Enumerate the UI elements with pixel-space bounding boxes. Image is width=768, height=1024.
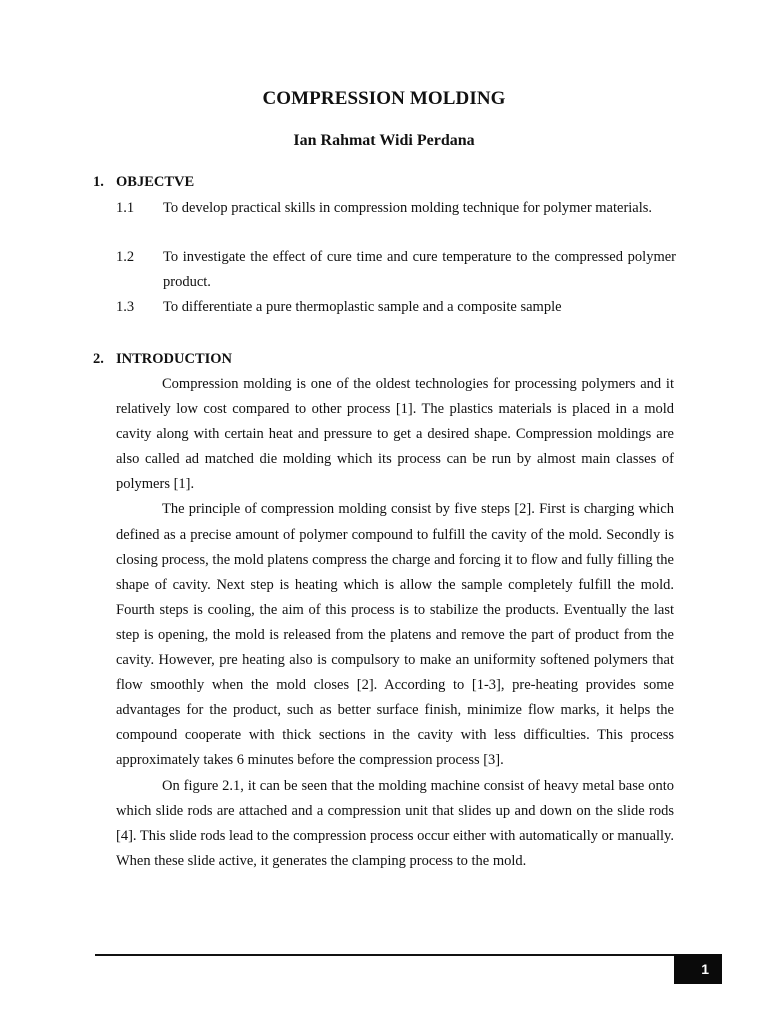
- section-title: INTRODUCTION: [116, 351, 233, 367]
- objective-item: [116, 245, 676, 295]
- body-paragraph: Compression molding is one of the oldest technologies for processing polymers and it relatively low cost compared to other process [1]. The plastics materials is placed in a mold cavity along with certain heat and pressure to get a desired shape. Compression moldings are also called ad matched die molding which its process can be run by almost main classes of polymers [1].: [116, 376, 674, 493]
- objective-item: [116, 295, 676, 320]
- page-number: 1: [701, 961, 709, 977]
- body-paragraph: On figure 2.1, it can be seen that the molding machine consist of heavy metal base onto which slide rods are attached and a compression unit that slides up and down on the slide rods [4]. This slide rods lead to the compression process occur either with automatically or manually. When these slide active, it generates the clamping process to the mold.: [116, 777, 674, 869]
- body-paragraph: The principle of compression molding consist by five steps [2]. First is charging which defined as a precise amount of polymer compound to fulfill the cavity of the mold. Secondly is closing process, the mold platens compress the charge and forcing it to flow and fully filling the shape of cavity. Next step is heating which is allow the sample completely fulfill the mold. Fourth steps is cooling, the aim of this process is to stabilize the products. Eventually the last step is opening, the mold is released from the platens and remove the part of product from the cavity. However, pre heating also is compulsory to make an uniformity softened polymers that flow smoothly when the mold closes [2]. According to [1-3], pre-heating provides some advantages for the product, such as better surface finish, minimize flow marks, it helps the compound cooperate with thick sections in the cavity with less difficulties. This process approximately takes 6 minutes before the compression process [3].: [116, 501, 674, 769]
- document-title: COMPRESSION MOLDING: [262, 88, 506, 109]
- section-title: OBJECTVE: [116, 174, 195, 190]
- section-heading-introduction: [93, 351, 232, 368]
- objective-item: [116, 196, 676, 221]
- page-number-badge: [674, 954, 722, 984]
- document-author: Ian Rahmat Widi Perdana: [293, 132, 475, 149]
- footer-divider: [95, 954, 722, 956]
- objective-item-text: To investigate the effect of cure time and cure temperature to the compressed polymer product.: [163, 249, 676, 290]
- objective-item-number: 1.3: [116, 299, 135, 315]
- objective-item-text: To differentiate a pure thermoplastic sample and a composite sample: [163, 299, 562, 315]
- section-number: 1.: [93, 174, 104, 190]
- objective-item-number: 1.1: [116, 200, 135, 216]
- section-number: 2.: [93, 351, 104, 367]
- section-heading-objective: [93, 174, 194, 191]
- introduction-body: [116, 372, 674, 874]
- objective-item-number: 1.2: [116, 249, 135, 265]
- objective-item-text: To develop practical skills in compression molding technique for polymer materials.: [163, 200, 653, 216]
